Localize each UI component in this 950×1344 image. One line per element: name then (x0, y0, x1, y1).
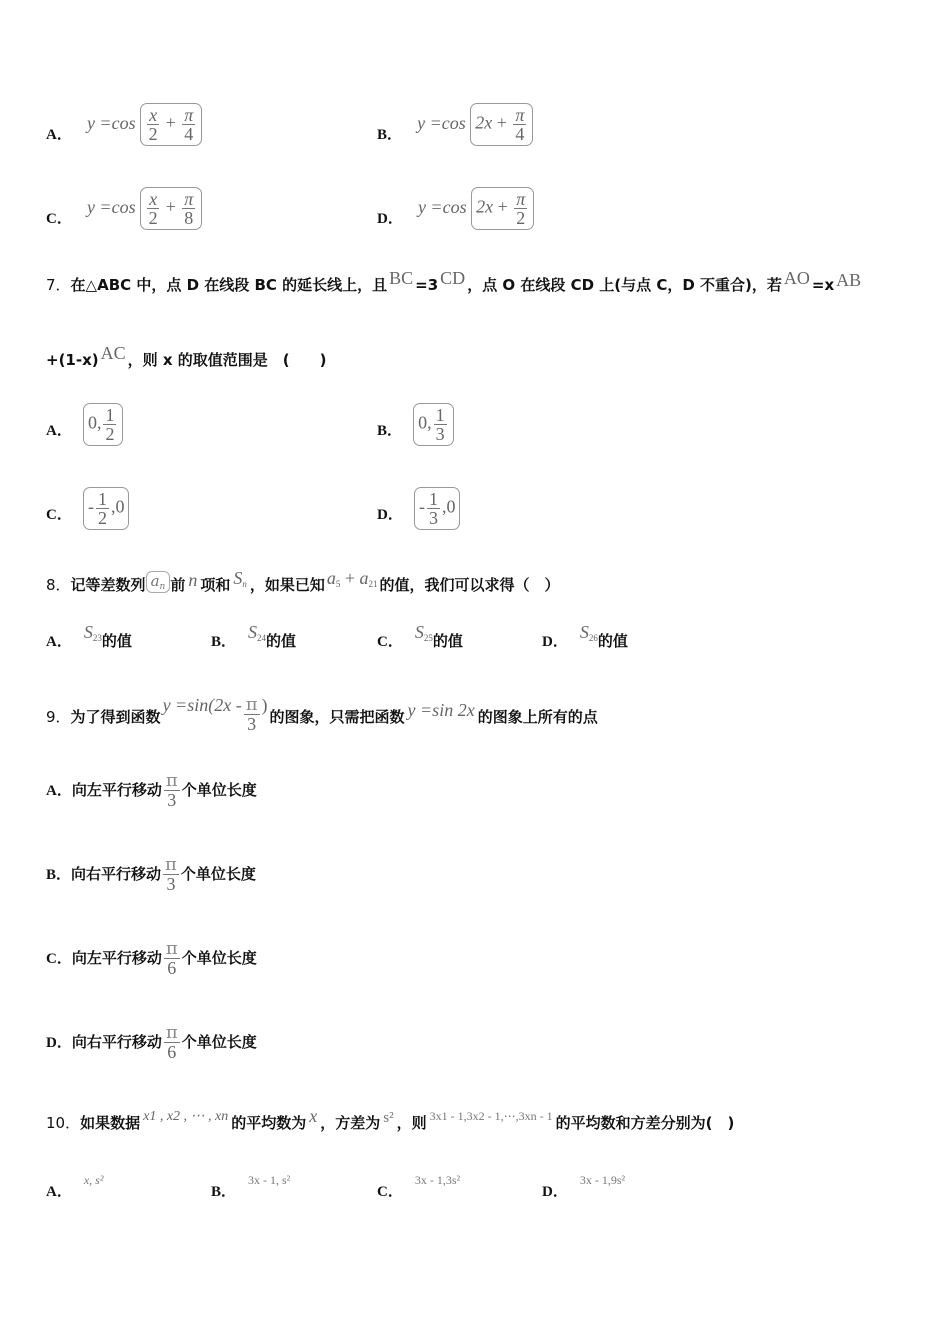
stem-text: ，如果已知 (249, 576, 325, 594)
vector-ao: AO (783, 268, 810, 288)
denominator: 3 (435, 424, 445, 444)
numerator: x (149, 189, 158, 209)
formula-lhs: y =cos (86, 112, 136, 133)
plus-sign: + (496, 112, 507, 133)
q7-option-a (46, 403, 123, 446)
vector-ac: AC (100, 343, 126, 363)
option-text: 个单位长度 (181, 949, 257, 967)
paren-group (140, 103, 202, 146)
option-label: B． (377, 126, 403, 143)
question-number: 8． (46, 576, 71, 594)
fraction (244, 696, 260, 733)
numerator: π (515, 105, 525, 125)
q7-stem-line1 (46, 268, 862, 295)
fraction (103, 406, 116, 443)
option-value: x, s² (83, 1173, 104, 1187)
term: 0, (87, 412, 102, 433)
option-label: A． (46, 783, 72, 799)
sum-notation (233, 568, 247, 588)
paren-group (471, 187, 534, 230)
stem-text: 在△ABC 中，点 D 在线段 BC 的延长线上，且 (70, 276, 388, 294)
option-text: 个单位长度 (181, 1033, 257, 1051)
q8-stem (46, 568, 560, 597)
stem-text: 为了得到函数 (70, 708, 161, 726)
option-label: D． (377, 210, 403, 227)
stem-text: 的图象，只需把函数 (269, 708, 405, 726)
question-number: 10． (46, 1114, 81, 1132)
option-label: B． (46, 867, 72, 883)
vector-bc: BC (389, 268, 414, 288)
term-sum (327, 568, 378, 588)
option-text: 个单位长度 (180, 865, 256, 883)
option-value: 3x - 1, s² (248, 1173, 291, 1187)
formula-lhs: y =cos (417, 112, 466, 133)
plus-sign: + (344, 568, 356, 588)
paren-group (83, 487, 130, 530)
option-text: 向左平行移动 (71, 949, 162, 967)
q9-option-d (46, 1024, 257, 1061)
minus-sign: - (418, 496, 425, 517)
term-a: a (326, 568, 336, 588)
stem-text: 如果数据 (80, 1114, 141, 1132)
fraction (182, 190, 195, 227)
plus-sign: + (165, 112, 176, 133)
close-paren: ) (261, 694, 268, 715)
denominator: 2 (97, 508, 107, 528)
q10-stem (46, 1106, 735, 1133)
stem-text: 前 (170, 576, 186, 594)
denominator: 3 (428, 508, 438, 528)
sum-letter: S (414, 622, 424, 642)
option-text: 的值 (597, 632, 628, 650)
numerator: 1 (428, 489, 438, 509)
q9-option-a (46, 772, 257, 809)
q6-option-b (377, 103, 533, 146)
sum-subscript: n (242, 579, 247, 589)
fraction (182, 106, 195, 143)
minus-sign: - (87, 496, 94, 517)
formula-lhs: y =cos (86, 196, 136, 217)
q10-option-d (542, 1168, 626, 1200)
fraction (147, 190, 159, 227)
stem-text: +(1-x) (46, 351, 99, 369)
fraction (513, 106, 526, 143)
denominator: 2 (516, 208, 526, 228)
option-text: 向右平行移动 (71, 865, 162, 883)
option-text: 向左平行移动 (71, 781, 162, 799)
q7-option-b (377, 403, 454, 446)
vector-ab: AB (836, 270, 862, 290)
stem-text: =3 (415, 276, 439, 294)
stem-text: ，则 x 的取值范围是 ( ) (127, 351, 327, 369)
option-value: 3x - 1,9s² (579, 1173, 626, 1187)
option-text: 个单位长度 (181, 781, 257, 799)
q8-option-a (46, 622, 132, 651)
term: ,0 (441, 496, 456, 517)
paren-group (413, 403, 454, 446)
option-text: 的值 (432, 632, 463, 650)
numerator: 1 (97, 489, 107, 509)
q7-option-d (377, 487, 460, 530)
denominator: 3 (167, 790, 177, 810)
numerator: 1 (105, 405, 115, 425)
fraction (164, 1024, 180, 1061)
option-text: 向右平行移动 (71, 1033, 162, 1051)
stem-text: ，则 (396, 1114, 427, 1132)
fraction (96, 490, 109, 527)
sum-term (248, 622, 266, 642)
sequence-notation (146, 571, 171, 593)
q10-option-a (46, 1168, 104, 1200)
numerator: π (184, 105, 194, 125)
numerator: π (165, 1022, 178, 1043)
sum-term (415, 622, 433, 642)
option-label: A． (46, 634, 72, 650)
term: 2x (475, 112, 493, 133)
option-label: A． (46, 422, 72, 439)
paren-group (83, 403, 124, 446)
term-a: a (359, 568, 369, 588)
denominator: 4 (515, 124, 525, 144)
option-label: D． (542, 634, 568, 650)
option-label: D． (542, 1184, 568, 1200)
sum-letter: S (579, 622, 589, 642)
denominator: 2 (105, 424, 115, 444)
option-label: A． (46, 126, 72, 143)
seq-letter: a (150, 572, 160, 590)
sum-term (84, 622, 102, 642)
option-label: C． (46, 506, 72, 523)
fraction (163, 856, 179, 893)
option-label: B． (211, 634, 237, 650)
interval (413, 405, 454, 444)
stem-text: =x (811, 276, 835, 294)
sum-subscript: 24 (257, 633, 267, 643)
stem-text: ，点 O 在线段 CD 上(与点 C，D 不重合)，若 (467, 276, 782, 294)
plus-sign: + (497, 196, 508, 217)
sum-subscript: 25 (423, 633, 433, 643)
q8-option-d (542, 622, 628, 651)
stem-text: 记等差数列 (70, 576, 146, 594)
denominator: 2 (148, 124, 158, 144)
option-label: D． (377, 506, 403, 523)
q9-stem (46, 690, 598, 734)
formula-lhs: y =cos (417, 196, 467, 217)
numerator: π (245, 694, 258, 715)
interval (83, 405, 124, 444)
stem-text: 的平均数为 (231, 1114, 307, 1132)
denominator: 6 (167, 1042, 177, 1062)
fraction (164, 940, 180, 977)
sum-term (580, 622, 598, 642)
q6-option-c (46, 187, 202, 230)
fraction (514, 190, 527, 227)
denominator: 6 (167, 958, 177, 978)
q9-option-c (46, 940, 257, 977)
option-label: C． (46, 210, 72, 227)
fraction (147, 106, 159, 143)
numerator: π (184, 189, 194, 209)
stem-text: 的值，我们可以求得（ ） (379, 576, 560, 594)
q10-option-b (211, 1168, 291, 1200)
formula (417, 189, 534, 228)
plus-sign: + (165, 196, 176, 217)
stem-text: 的图象上所有的点 (477, 708, 598, 726)
denominator: 3 (247, 714, 257, 734)
term: 0, (418, 412, 432, 433)
paren-group (470, 103, 533, 146)
denominator: 4 (184, 124, 194, 144)
fraction (434, 406, 447, 443)
formula (86, 189, 202, 228)
sum-subscript: 23 (92, 633, 102, 643)
q10-option-c (377, 1168, 461, 1200)
interval (414, 489, 461, 528)
sum-letter: S (233, 568, 243, 588)
numerator: π (165, 854, 177, 875)
stem-text: ，方差为 (320, 1114, 381, 1132)
formula (86, 105, 202, 144)
option-label: B． (211, 1184, 237, 1200)
question-number: 7． (46, 276, 71, 294)
question-number: 9． (46, 708, 71, 726)
variance-symbol: s² (383, 1110, 394, 1126)
var-n: n (188, 570, 198, 590)
q8-option-c (377, 622, 463, 651)
function-text: y =sin(2x - (162, 694, 242, 715)
term: 2x (476, 196, 494, 217)
numerator: x (149, 105, 158, 125)
q8-option-b (211, 622, 297, 651)
q7-stem-line2 (46, 343, 327, 370)
numerator: 1 (435, 405, 445, 425)
paren-group (414, 487, 461, 530)
q9-option-b (46, 856, 256, 893)
term: ,0 (110, 496, 125, 517)
sum-letter: S (83, 622, 93, 642)
option-label: B． (377, 422, 403, 439)
interval (83, 489, 130, 528)
data-list: x1 , x2 , ⋯ , xn (143, 1109, 229, 1124)
denominator: 2 (148, 208, 158, 228)
option-label: A． (46, 1184, 72, 1200)
target-function (162, 690, 268, 734)
sum-subscript: 26 (588, 633, 598, 643)
denominator: 3 (166, 874, 176, 894)
option-label: C． (377, 1184, 403, 1200)
q6-option-a (46, 103, 202, 146)
option-label: C． (46, 951, 72, 967)
sum-letter: S (248, 622, 258, 642)
denominator: 8 (184, 208, 194, 228)
transformed-data: 3x1 - 1,3x2 - 1,⋯,3xn - 1 (429, 1109, 553, 1123)
seq-subscript: n (159, 582, 166, 592)
formula (417, 105, 533, 144)
source-function: y =sin 2x (407, 700, 475, 720)
q6-option-d (377, 187, 534, 230)
fraction (164, 772, 180, 809)
option-label: D． (46, 1035, 72, 1051)
fraction (427, 490, 440, 527)
option-text: 的值 (266, 632, 297, 650)
paren-group (140, 187, 202, 230)
option-value: 3x - 1,3s² (414, 1173, 461, 1187)
stem-text: 项和 (200, 576, 231, 594)
term-subscript: 21 (368, 579, 378, 589)
numerator: π (165, 770, 178, 791)
q7-option-c (46, 487, 129, 530)
stem-text: 的平均数和方差分别为( ) (555, 1114, 735, 1132)
term-subscript: 5 (335, 579, 341, 589)
numerator: π (516, 189, 526, 209)
option-text: 的值 (101, 632, 132, 650)
option-label: C． (377, 634, 403, 650)
numerator: π (165, 938, 178, 959)
vector-cd: CD (440, 268, 466, 288)
mean-symbol: x (309, 1106, 318, 1126)
